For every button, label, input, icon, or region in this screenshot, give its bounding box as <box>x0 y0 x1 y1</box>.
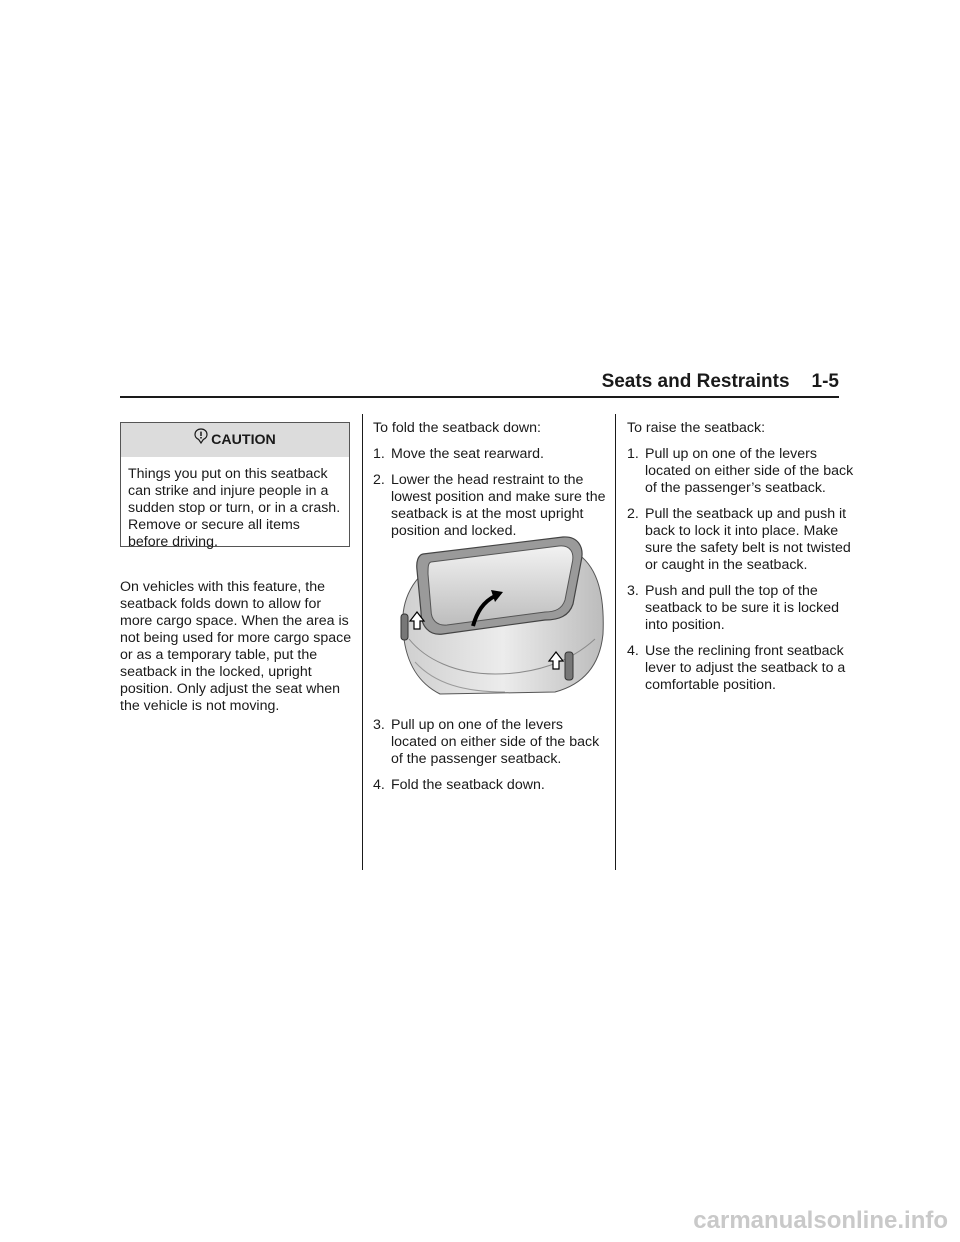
caution-box <box>120 422 350 550</box>
list-item: 1. Pull up on one of the levers located on either side of the back of the passenger’s seatback. <box>627 446 854 496</box>
column-divider-1 <box>362 414 363 870</box>
list-item: 3. Push and pull the top of the seatback to be sure it is locked into position. <box>627 583 839 633</box>
raise-intro: To raise the seatback: <box>627 420 766 436</box>
fold-steps-list-2 <box>373 717 608 803</box>
list-item: 2. Pull the seatback up and push it back to lock it into place. Make sure the safety belt is not twisted or caught in the seatback. <box>627 506 851 573</box>
list-item: 1. Move the seat rearward. <box>373 446 544 462</box>
caution-title: CAUTION <box>211 432 276 448</box>
raise-steps-list <box>627 446 862 703</box>
caution-text: Things you put on this seatback can strike and injure people in a sudden stop or turn, or in a crash. Remove or secure all items before driving. <box>128 466 341 550</box>
page-header <box>120 370 839 398</box>
list-item: 2. Lower the head restraint to the lowest position and make sure the seatback is at the most upright position and locked. <box>373 472 606 539</box>
seatback-illustration <box>395 534 607 697</box>
fold-intro: To fold the seatback down: <box>373 420 541 436</box>
list-item: 4. Fold the seatback down. <box>373 777 545 793</box>
column-divider-2 <box>615 414 616 870</box>
caution-header <box>121 423 349 457</box>
warning-icon <box>194 428 208 444</box>
page-number: 1-5 <box>811 371 839 392</box>
list-item: 3. Pull up on one of the levers located on either side of the back of the passenger seatback. <box>373 717 600 767</box>
section-title: Seats and Restraints <box>601 371 790 392</box>
list-item: 4. Use the reclining front seatback lever to adjust the seatback to a comfortable position. <box>627 643 846 693</box>
intro-paragraph: On vehicles with this feature, the seatback folds down to allow for more cargo space. When the area is not being used for more cargo space or as a temporary table, put the seatback in the locked, upright position. Only adjust the seat when the vehicle is not moving. <box>120 579 352 715</box>
header-text <box>602 370 839 394</box>
watermark: carmanualsonline.info <box>0 1202 960 1242</box>
